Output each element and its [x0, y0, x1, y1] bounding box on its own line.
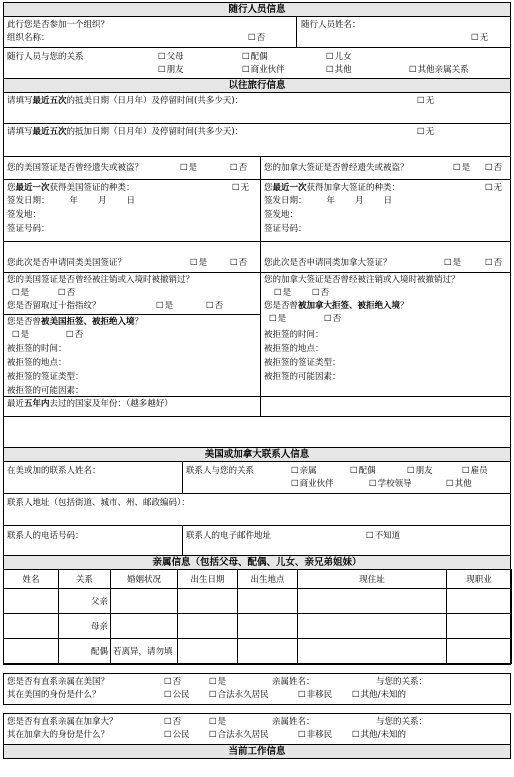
- rule: [4, 272, 260, 273]
- table-row: [4, 639, 512, 664]
- us-last-visa-none[interactable]: ☐ 无: [232, 183, 249, 194]
- ca-revoked-no[interactable]: ☐ 否: [312, 288, 329, 299]
- us-visa-no: 签证号码：: [7, 224, 50, 234]
- relation-cell: 父亲: [59, 589, 111, 614]
- us-visa-lost-yes[interactable]: ☐ 是: [180, 163, 197, 174]
- rel-partner-checkbox[interactable]: ☐ 商业伙伴: [242, 65, 285, 76]
- us-dates-row: [4, 93, 510, 124]
- col-marital: 婚姻状况: [111, 570, 178, 589]
- ca-refused-no[interactable]: ☐ 否: [324, 314, 341, 325]
- us-revoked-q: 您的美国签证是否曾经被注销或入境时被撤销过？: [7, 275, 195, 285]
- ca-revoked-q: 您的加拿大签证是否曾经被注销或入境时被撤销过？: [264, 275, 460, 285]
- us-refused-time: 被拒签的时间：: [7, 344, 67, 354]
- us-same-type-yes[interactable]: ☐ 是: [190, 258, 207, 269]
- direct-us-section: [3, 673, 511, 705]
- us-refused-place: 被拒签的地点：: [7, 358, 67, 368]
- contact-email-unknown[interactable]: ☐ 不知道: [366, 531, 400, 542]
- ca-status-other[interactable]: ☐ 其他/未知的: [352, 730, 406, 741]
- contact-name-row: [4, 462, 510, 494]
- ca-visa-lost-no[interactable]: ☐ 否: [485, 163, 502, 174]
- ca-refused-place: 被拒签的地点：: [264, 344, 324, 354]
- ca-refused-time: 被拒签的时间：: [264, 330, 324, 340]
- ca-issue-place: 签发地：: [264, 210, 299, 220]
- contact-phone-row: [4, 526, 510, 555]
- contact-email-label: 联系人的电子邮件地址: [186, 531, 272, 541]
- us-issue-place: 签发地：: [7, 210, 42, 220]
- table-row: [4, 589, 512, 614]
- direct-ca-q: 您是否有直系亲属在加拿大？: [7, 717, 118, 727]
- direct-us-status: 其在美国的身份是什么？: [7, 690, 101, 700]
- relation-cell: 母亲: [59, 614, 111, 639]
- contact-address-label: 联系人地址（包括街道、城市、州、邮政编码）：: [7, 498, 190, 508]
- us-refused-no[interactable]: ☐ 否: [66, 330, 83, 341]
- direct-ca-yes[interactable]: ☐ 是: [209, 717, 226, 728]
- rel-other-relative-checkbox[interactable]: ☐ 其他亲属关系: [409, 65, 469, 76]
- five-years-row: [4, 399, 510, 447]
- ca-dates-none-checkbox[interactable]: ☐ 无: [417, 127, 434, 138]
- contact-rel-employee[interactable]: ☐ 雇员: [462, 466, 488, 477]
- five-years-label: 最近五年内去过的国家及年份：（越多越好）: [7, 399, 173, 409]
- us-last-visa-label: 您最近一次获得美国签证的种类：: [7, 183, 135, 193]
- fingerprint-yes[interactable]: ☐ 是: [156, 301, 173, 312]
- table-row: [4, 614, 512, 639]
- rel-other-checkbox[interactable]: ☐ 其他: [326, 65, 352, 76]
- contact-rel-other[interactable]: ☐ 其他: [446, 479, 472, 490]
- ca-status-nonimmigrant[interactable]: ☐ 非移民: [298, 730, 332, 741]
- us-refused-reason: 被拒签的可能因素：: [7, 386, 84, 396]
- us-dates-label: 请填写最近五次的抵美日期（日月年）及停留时间(共多少天)：: [7, 96, 244, 106]
- us-status-citizen[interactable]: ☐ 公民: [164, 690, 190, 701]
- rel-parents-checkbox[interactable]: ☐ 父母: [158, 52, 184, 63]
- refusal-row: [4, 242, 510, 417]
- contact-rel-partner[interactable]: ☐ 商业伙伴: [291, 479, 334, 490]
- direct-ca-section: [3, 713, 511, 745]
- ca-last-visa-none[interactable]: ☐ 无: [485, 183, 502, 194]
- work-section: [3, 745, 511, 759]
- contact-phone-label: 联系人的电话号码：: [7, 531, 84, 541]
- marital-note: 若离异，请勿填: [111, 639, 178, 664]
- visa-lost-row: [4, 157, 510, 180]
- divider: [260, 242, 261, 416]
- divider: [182, 526, 183, 555]
- ca-issue-date: 签发日期： 年 月 日: [264, 196, 393, 206]
- spacer: [3, 664, 511, 673]
- relatives-section: [3, 555, 511, 664]
- us-refused-q: 您是否曾被美国拒签、被拒绝入境？: [7, 317, 144, 327]
- ca-visa-lost-q: 您的加拿大签证是否曾经遗失或被盗？: [264, 163, 409, 173]
- rule: [260, 272, 510, 273]
- rel-children-checkbox[interactable]: ☐ 儿女: [326, 52, 352, 63]
- work-header: 当前工作信息: [4, 745, 510, 758]
- ca-refused-yes[interactable]: ☐ 是: [269, 314, 286, 325]
- ca-status-citizen[interactable]: ☐ 公民: [164, 730, 190, 741]
- travel-section: [3, 78, 511, 447]
- fingerprint-no[interactable]: ☐ 否: [206, 301, 223, 312]
- rel-friend-checkbox[interactable]: ☐ 朋友: [158, 65, 184, 76]
- contact-rel-spouse[interactable]: ☐ 配偶: [350, 466, 376, 477]
- companion-org-row: [4, 17, 510, 48]
- direct-ca-row: [4, 714, 510, 744]
- ca-refused-q: 您是否曾被加拿大拒签、被拒绝入境？: [264, 301, 409, 311]
- col-birthplace: 出生地点: [238, 570, 298, 589]
- col-occupation: 现职业: [447, 570, 512, 589]
- relation-label: 随行人员与您的关系: [7, 52, 84, 62]
- companion-relation-row: [4, 48, 510, 78]
- us-refused-type: 被拒签的签证类型：: [7, 372, 84, 382]
- direct-us-no[interactable]: ☐ 否: [164, 677, 181, 688]
- us-dates-none-checkbox[interactable]: ☐ 无: [417, 96, 434, 107]
- us-issue-date: 签发日期： 年 月 日: [7, 196, 136, 206]
- direct-us-name: 亲属姓名：: [272, 677, 315, 687]
- ca-revoked-yes[interactable]: ☐ 是: [274, 288, 291, 299]
- companion-header: 随行人员信息: [4, 3, 510, 17]
- ca-visa-lost-yes[interactable]: ☐ 是: [453, 163, 470, 174]
- us-revoked-yes[interactable]: ☐ 是: [12, 288, 29, 299]
- org-question: 此行您是否参加一个组织？: [7, 20, 110, 30]
- companion-name-label: 随行人员姓名：: [301, 20, 361, 30]
- relation-cell: 配偶: [59, 639, 111, 664]
- ca-same-type-yes[interactable]: ☐ 是: [444, 258, 461, 269]
- direct-us-yes[interactable]: ☐ 是: [209, 677, 226, 688]
- us-same-type-q: 您此次是否申请同类美国签证？: [7, 258, 127, 268]
- contact-address-row: [4, 494, 510, 526]
- companion-section: [3, 2, 511, 78]
- direct-us-row: [4, 674, 510, 704]
- contact-name-label: 在美或加的联系人姓名：: [7, 466, 101, 476]
- spacer: [3, 705, 511, 713]
- divider: [260, 180, 261, 241]
- org-name-label: 组织名称：: [7, 33, 50, 43]
- last-visa-row: [4, 180, 510, 242]
- ca-refused-reason: 被拒签的可能因素：: [264, 372, 341, 382]
- divider: [296, 17, 297, 47]
- us-visa-lost-no[interactable]: ☐ 否: [230, 163, 247, 174]
- rule: [4, 314, 260, 315]
- us-status-other[interactable]: ☐ 其他/未知的: [352, 690, 406, 701]
- ca-refused-type: 被拒签的签证类型：: [264, 358, 341, 368]
- col-birthdate: 出生日期: [178, 570, 238, 589]
- relatives-header: 亲属信息（包括父母、配偶、儿女、亲兄弟姐妹）: [4, 556, 510, 570]
- direct-us-relation: 与您的关系：: [376, 677, 428, 687]
- contact-section: [3, 447, 511, 555]
- ca-dates-row: [4, 124, 510, 157]
- rule: [4, 396, 510, 397]
- ca-same-type-no[interactable]: ☐ 否: [485, 258, 502, 269]
- direct-ca-relation: 与您的关系：: [376, 717, 428, 727]
- contact-relation-label: 联系人与您的关系: [186, 466, 255, 476]
- col-name: 姓名: [4, 570, 59, 589]
- contact-rel-friend[interactable]: ☐ 朋友: [407, 466, 433, 477]
- companion-none-checkbox[interactable]: ☐ 无: [471, 33, 488, 44]
- ca-dates-label: 请填写最近五次的抵加日期（日月年）及停留时间(共多少天)：: [7, 127, 244, 137]
- ca-visa-no: 签证号码：: [264, 224, 307, 234]
- us-refused-yes[interactable]: ☐ 是: [12, 330, 29, 341]
- col-relation: 关系: [59, 570, 111, 589]
- us-same-type-no[interactable]: ☐ 否: [230, 258, 247, 269]
- direct-ca-name: 亲属姓名：: [272, 717, 315, 727]
- col-address: 现住址: [298, 570, 447, 589]
- direct-us-q: 您是否有直系亲属在美国？: [7, 677, 110, 687]
- travel-header: 以往旅行信息: [4, 79, 510, 93]
- contact-header: 美国或加拿大联系人信息: [4, 448, 510, 462]
- rel-spouse-checkbox[interactable]: ☐ 配偶: [242, 52, 268, 63]
- ca-status-pr[interactable]: ☐ 合法永久居民: [209, 730, 269, 741]
- direct-ca-no[interactable]: ☐ 否: [164, 717, 181, 728]
- contact-rel-relative[interactable]: ☐ 亲属: [291, 466, 317, 477]
- ca-same-type-q: 您此次是否申请同类加拿大签证？: [264, 258, 392, 268]
- ca-last-visa-label: 您最近一次获得加拿大签证的种类：: [264, 183, 401, 193]
- fingerprint-q: 您是否留取过十指指纹？: [7, 301, 101, 311]
- relatives-table: [3, 569, 512, 664]
- org-no-checkbox[interactable]: ☐ 否: [248, 33, 265, 44]
- divider: [182, 462, 183, 493]
- divider: [260, 157, 261, 179]
- contact-rel-school[interactable]: ☐ 学校领导: [369, 479, 412, 490]
- us-revoked-no[interactable]: ☐ 否: [58, 288, 75, 299]
- direct-ca-status: 其在加拿大的身份是什么？: [7, 730, 110, 740]
- visa-form-page: [3, 2, 511, 759]
- us-status-nonimmigrant[interactable]: ☐ 非移民: [298, 690, 332, 701]
- us-visa-lost-q: 您的美国签证是否曾经遗失或被盗？: [7, 163, 144, 173]
- table-header-row: [4, 570, 512, 589]
- us-status-pr[interactable]: ☐ 合法永久居民: [209, 690, 269, 701]
